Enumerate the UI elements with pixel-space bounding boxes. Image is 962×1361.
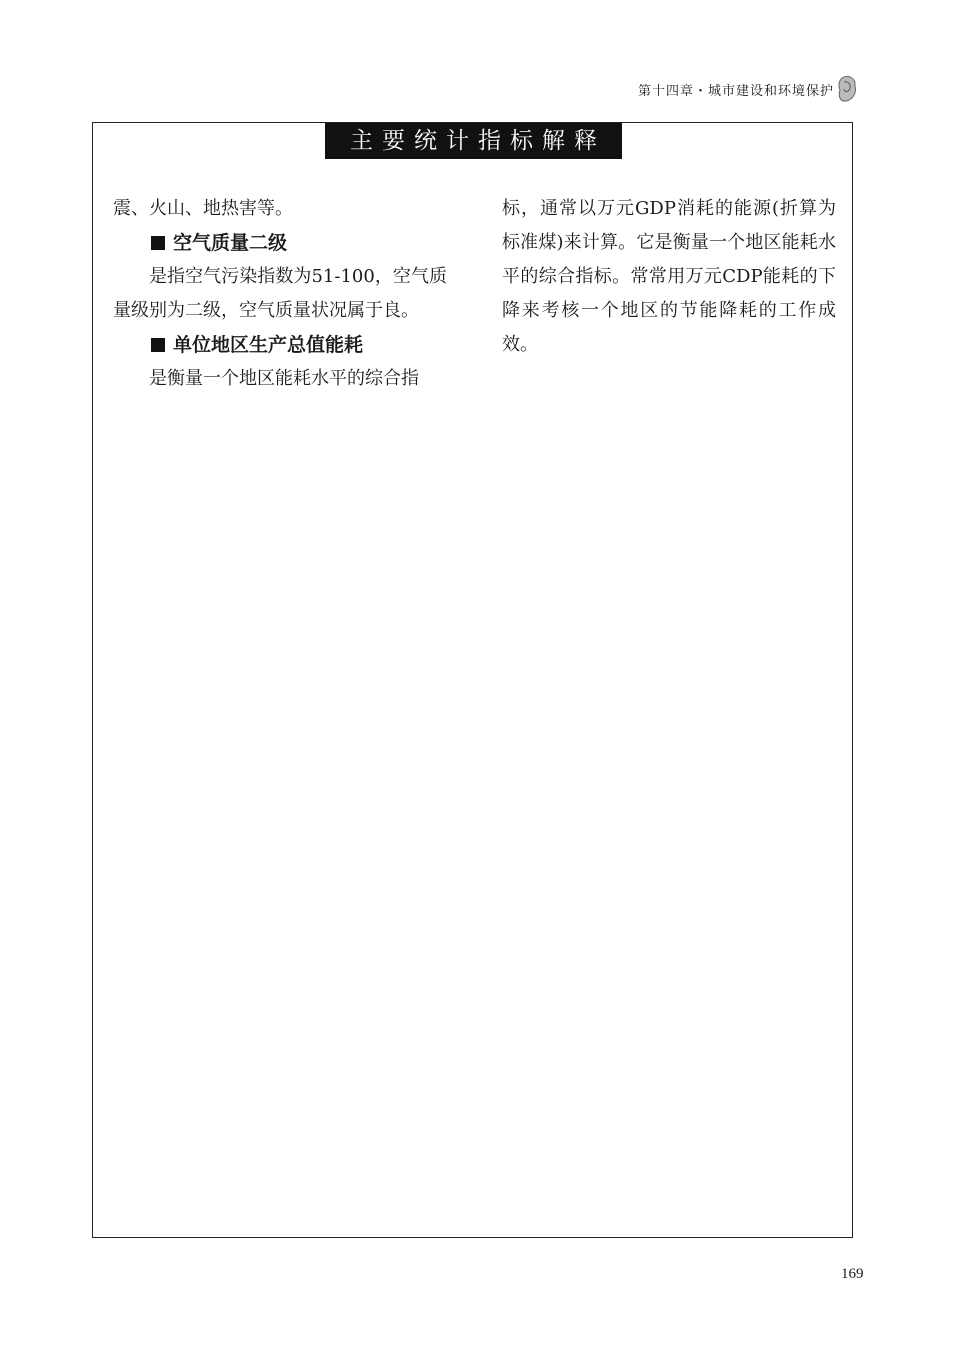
left-column bbox=[113, 192, 447, 396]
term-definition: 是指空气污染指数为51-100，空气质量级别为二级，空气质量状况属于良。 bbox=[113, 266, 447, 321]
square-bullet-icon bbox=[151, 338, 165, 352]
term-definition: 是衡量一个地区能耗水平的综合指 bbox=[149, 368, 419, 389]
continued-paragraph: 震、火山、地热害等。 bbox=[113, 198, 293, 219]
ornament-icon bbox=[836, 74, 858, 104]
term-title: 单位地区生产总值能耗 bbox=[173, 334, 364, 356]
term-heading bbox=[113, 226, 447, 260]
running-head: 第十四章・城市建设和环境保护 bbox=[637, 84, 834, 99]
square-bullet-icon bbox=[151, 236, 165, 250]
term-heading bbox=[113, 328, 447, 362]
continued-paragraph: 标，通常以万元GDP消耗的能源(折算为标准煤)来计算。它是衡量一个地区能耗水平的综合指标。常常用万元CDP能耗的下降来考核一个地区的节能降耗的工作成效。 bbox=[502, 198, 836, 355]
term-title: 空气质量二级 bbox=[173, 232, 288, 254]
right-column bbox=[502, 192, 836, 362]
section-banner: 主要统计指标解释 bbox=[325, 123, 622, 159]
page-number: 169 bbox=[841, 1266, 864, 1282]
